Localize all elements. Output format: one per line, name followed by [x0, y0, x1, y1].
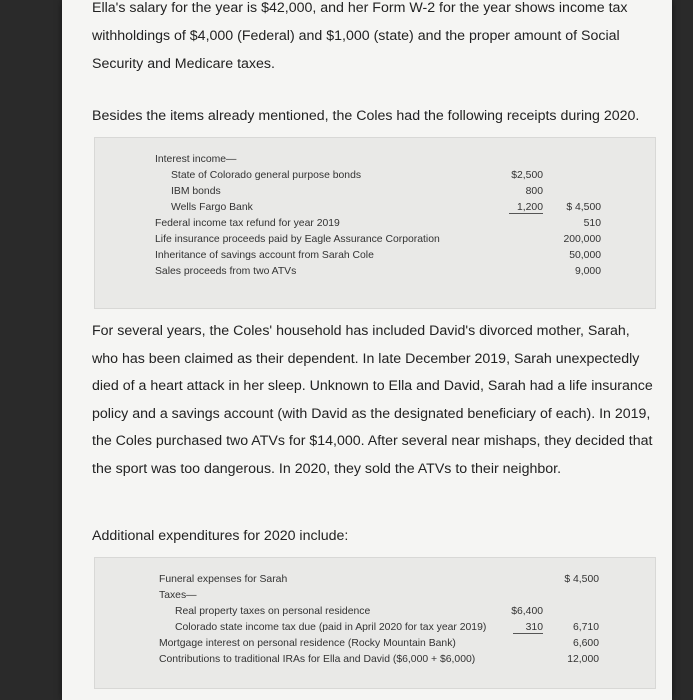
- wells-fargo-label: Wells Fargo Bank: [171, 202, 253, 213]
- funeral-value: $ 4,500: [564, 574, 599, 585]
- taxes-total: 6,710: [572, 622, 599, 633]
- colorado-tax-label: Colorado state income tax due (paid in April 2020 for tax year 2019): [175, 622, 487, 633]
- colorado-bonds-label: State of Colorado general purpose bonds: [171, 170, 362, 181]
- interest-total: $ 4,500: [566, 202, 601, 213]
- life-insurance-value: 200,000: [563, 234, 601, 245]
- ibm-bonds-value: 800: [525, 186, 543, 197]
- table-row: [95, 574, 655, 590]
- colorado-bonds-value: $2,500: [511, 170, 543, 181]
- table-row: [95, 266, 655, 282]
- table-row: [95, 154, 655, 170]
- paragraph-background: For several years, the Coles' household has included David's divorced mother, Sarah, who has been claimed as their dependent. In late December 2019, Sarah unexpectedly died of a heart attack in her sleep. Unknown to Ella and David, Sarah had a life insurance policy and a savings account (with David as the designated beneficiary of each). In 2019, the Coles purchased two ATVs for $14,000. After several near mishaps, they decided that the sport was too dangerous. In 2020, they sold the ATVs to their neighbor.: [92, 323, 653, 477]
- paragraph-expenditures-intro: Additional expenditures for 2020 include:: [92, 528, 349, 544]
- atv-sales-value: 9,000: [574, 266, 601, 277]
- ira-label: Contributions to traditional IRAs for Ella and David ($6,000 + $6,000): [159, 654, 476, 665]
- property-taxes-label: Real property taxes on personal residence: [175, 606, 371, 617]
- tax-refund-value: 510: [583, 218, 601, 229]
- table-row: [95, 654, 655, 670]
- table-row: [95, 622, 655, 638]
- wells-fargo-value: 1,200: [509, 202, 543, 214]
- table-row: [95, 250, 655, 266]
- colorado-tax-value: 310: [513, 622, 543, 634]
- mortgage-value: 6,600: [572, 638, 599, 649]
- table-row: [95, 606, 655, 622]
- ibm-bonds-label: IBM bonds: [171, 186, 221, 197]
- funeral-label: Funeral expenses for Sarah: [159, 574, 288, 585]
- taxes-heading: Taxes—: [159, 590, 197, 601]
- inheritance-label: Inheritance of savings account from Sarah Cole: [155, 250, 374, 261]
- life-insurance-label: Life insurance proceeds paid by Eagle Assurance Corporation: [155, 234, 440, 245]
- inheritance-value: 50,000: [569, 250, 601, 261]
- table-row: [95, 186, 655, 202]
- table-row: [95, 638, 655, 654]
- receipts-table: [94, 137, 656, 309]
- table-row: [95, 218, 655, 234]
- paragraph-receipts-intro: Besides the items already mentioned, the Coles had the following receipts during 2020.: [92, 108, 640, 124]
- ira-value: 12,000: [567, 654, 599, 665]
- table-row: [95, 170, 655, 186]
- atv-sales-label: Sales proceeds from two ATVs: [155, 266, 297, 277]
- paragraph-salary: Ella's salary for the year is $42,000, and her Form W-2 for the year shows income tax withholdings of $4,000 (Federal) and $1,000 (state) and the proper amount of Social Security and Medicare taxes.: [92, 0, 628, 72]
- tax-refund-label: Federal income tax refund for year 2019: [155, 218, 340, 229]
- interest-heading: Interest income—: [155, 154, 237, 165]
- table-row: [95, 590, 655, 606]
- expenditures-table: [94, 557, 656, 689]
- table-row: [95, 234, 655, 250]
- document-page: [62, 0, 672, 700]
- table-row: [95, 202, 655, 218]
- mortgage-label: Mortgage interest on personal residence (Rocky Mountain Bank): [159, 638, 456, 649]
- property-taxes-value: $6,400: [511, 606, 543, 617]
